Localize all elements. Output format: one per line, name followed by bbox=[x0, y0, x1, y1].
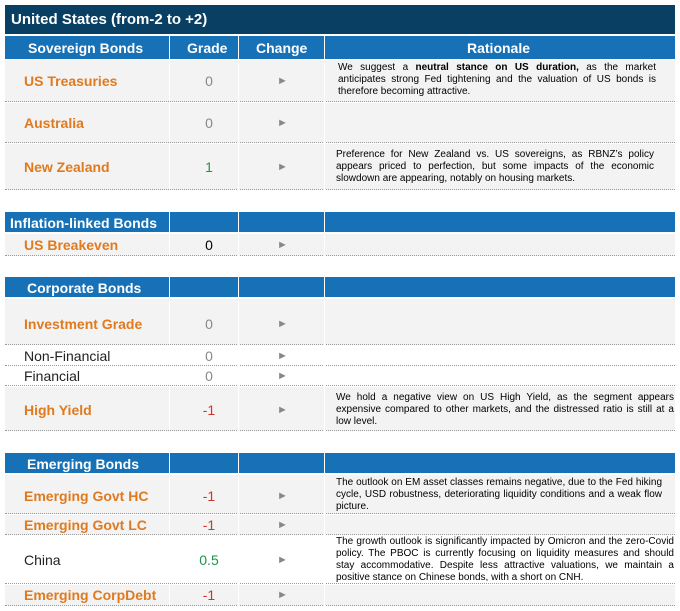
grade-value: 0.5 bbox=[199, 552, 219, 568]
column-header-rationale: Rationale bbox=[467, 40, 531, 56]
table-row bbox=[5, 585, 675, 606]
table-row bbox=[5, 346, 675, 366]
grade-value: -1 bbox=[202, 402, 216, 418]
table-row bbox=[5, 234, 675, 256]
grade-value: 0 bbox=[205, 115, 213, 131]
row-label: US Breakeven bbox=[24, 237, 119, 253]
table-row bbox=[5, 144, 675, 190]
table-row bbox=[5, 387, 675, 431]
rationale-text: We hold a negative view on US High Yield, as the segment appears expensive compared to other markets, and the distressed ratio is still at a low level. bbox=[336, 392, 674, 427]
row-label: Emerging Govt HC bbox=[24, 488, 149, 504]
rationale-text: The growth outlook is significantly impacted by Omicron and the zero-Covid policy. The PBOC is currently focusing on liquidity measures and should stay accommodative. Despite less attractive valuations, we maintain a positive stance on Chinese bonds, with a short on CNH. bbox=[336, 536, 674, 583]
grade-value: 0 bbox=[205, 316, 213, 332]
row-label: Emerging Govt LC bbox=[24, 517, 147, 533]
grade-value: 0 bbox=[205, 368, 213, 384]
row-label: High Yield bbox=[24, 402, 92, 418]
section-header-inflation: Inflation-linked Bonds bbox=[5, 212, 675, 232]
row-label: US Treasuries bbox=[24, 73, 118, 89]
row-label: Financial bbox=[24, 368, 81, 384]
change-arrow-icon: ► bbox=[277, 75, 288, 87]
row-label: Non-Financial bbox=[24, 348, 111, 364]
column-header-change: Change bbox=[256, 40, 308, 56]
change-arrow-icon: ► bbox=[277, 404, 288, 416]
column-divider bbox=[324, 36, 325, 606]
section-header-emerging: Emerging Bonds bbox=[5, 453, 675, 473]
grade-value: 0 bbox=[205, 348, 213, 364]
row-label: New Zealand bbox=[24, 159, 110, 175]
row-label: Emerging CorpDebt bbox=[24, 587, 157, 603]
rationale-text: We suggest a neutral stance on US duration, as the market anticipates strong Fed tightening and the valuation of US bonds is therefore becoming attractive. bbox=[338, 62, 656, 97]
section-header-corporate: Corporate Bonds bbox=[5, 277, 675, 297]
table-row bbox=[5, 367, 675, 386]
change-arrow-icon: ► bbox=[277, 370, 288, 382]
change-arrow-icon: ► bbox=[277, 117, 288, 129]
change-arrow-icon: ► bbox=[277, 350, 288, 362]
row-label: Australia bbox=[24, 115, 84, 131]
grade-value: -1 bbox=[202, 488, 216, 504]
rationale-text: Preference for New Zealand vs. US sovereigns, as RBNZ’s policy appears priced to perfection, but some impacts of the economic slowdown are appearing, notably on housing markets. bbox=[336, 149, 654, 184]
change-arrow-icon: ► bbox=[277, 554, 288, 566]
table-row bbox=[5, 103, 675, 143]
change-arrow-icon: ► bbox=[277, 161, 288, 173]
column-divider bbox=[169, 36, 170, 606]
grade-value: 0 bbox=[205, 237, 213, 253]
column-divider bbox=[238, 36, 239, 606]
table-row bbox=[5, 60, 675, 102]
rationale-text: The outlook on EM asset classes remains negative, due to the Fed hiking cycle, USD robustness, deteriorating liquidity conditions and a weak flow picture. bbox=[336, 477, 662, 512]
table-row bbox=[5, 536, 675, 584]
change-arrow-icon: ► bbox=[277, 239, 288, 251]
change-arrow-icon: ► bbox=[277, 490, 288, 502]
grade-value: 1 bbox=[205, 159, 213, 175]
column-header-grade: Grade bbox=[187, 40, 228, 56]
grade-value: 0 bbox=[205, 73, 213, 89]
grade-value: -1 bbox=[202, 517, 216, 533]
column-header-sovereign: Sovereign Bonds bbox=[28, 40, 144, 56]
table-row bbox=[5, 475, 675, 514]
table-row bbox=[5, 299, 675, 345]
grade-value: -1 bbox=[202, 587, 216, 603]
column-header-row bbox=[5, 36, 675, 59]
row-label: China bbox=[24, 552, 61, 568]
change-arrow-icon: ► bbox=[277, 318, 288, 330]
table-row bbox=[5, 515, 675, 535]
change-arrow-icon: ► bbox=[277, 519, 288, 531]
change-arrow-icon: ► bbox=[277, 589, 288, 601]
row-label: Investment Grade bbox=[24, 316, 143, 332]
table-title: United States (from-2 to +2) bbox=[5, 5, 675, 34]
